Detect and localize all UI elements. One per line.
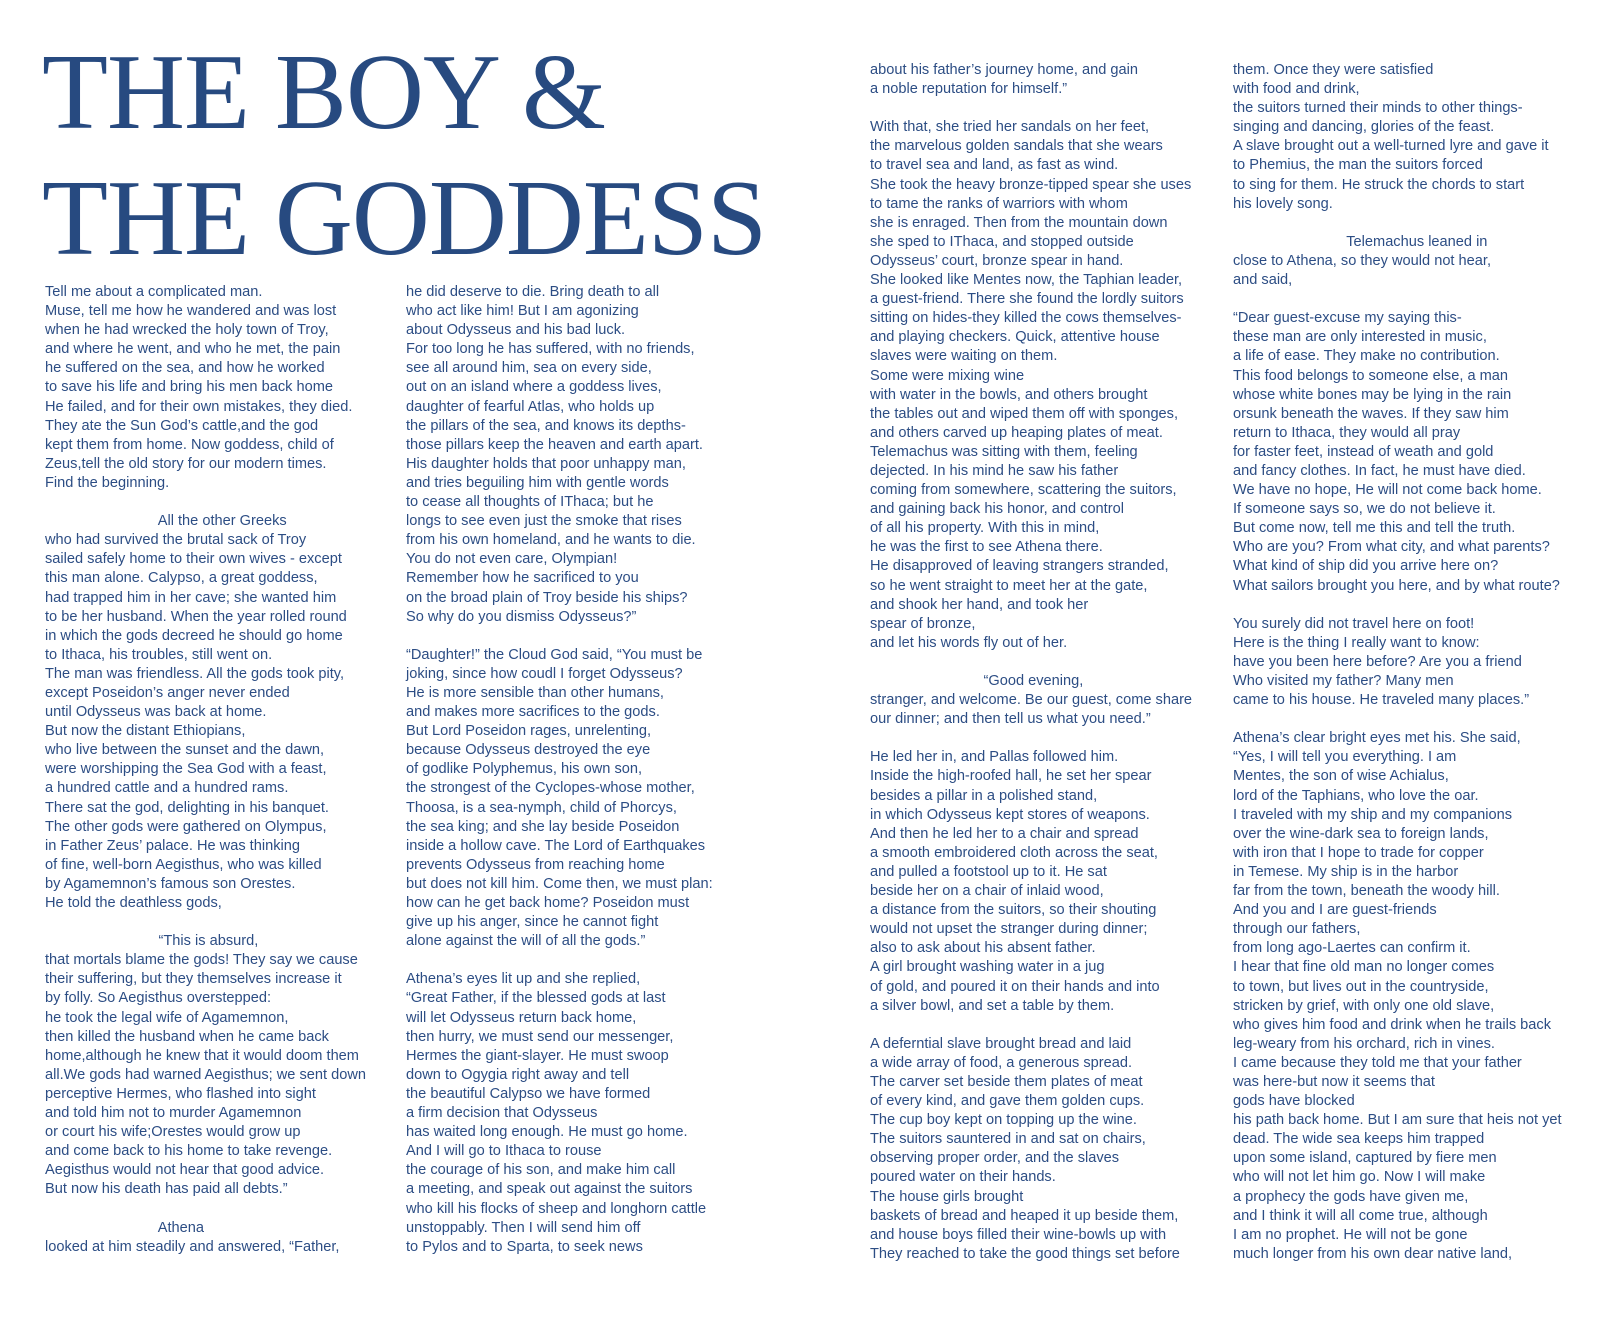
text-line: who had survived the brutal sack of Troy: [45, 532, 307, 549]
text-line: those pillars keep the heaven and earth apart.: [406, 436, 703, 453]
text-line: this man alone. Calypso, a great goddess,: [45, 570, 318, 587]
text-line: with water in the bowls, and others brought: [870, 386, 1148, 403]
text-line: A slave brought out a well-turned lyre and gave it: [1233, 138, 1549, 155]
text-line: He told the deathless gods,: [45, 895, 222, 911]
text-column-1: [45, 283, 390, 1257]
text-line: Thoosa, is a sea-nymph, child of Phorcys,: [406, 799, 677, 816]
text-line: and tries beguiling him with gentle words: [406, 474, 669, 491]
text-line: return to Ithaca, they would all pray: [1233, 424, 1461, 441]
text-line: Zeus,tell the old story for our modern times.: [45, 455, 327, 472]
text-line: to tame the ranks of warriors with whom: [870, 195, 1128, 212]
text-line: Here is the thing I really want to know:: [1233, 634, 1480, 651]
text-line: on the broad plain of Troy beside his ships?: [406, 589, 688, 606]
text-line: out on an island where a goddess lives,: [406, 379, 662, 396]
text-line: kept them from home. Now goddess, child of: [45, 436, 334, 453]
text-line: Mentes, the son of wise Achialus,: [1233, 768, 1449, 785]
text-line: Remember how he sacrificed to you: [406, 570, 639, 587]
text-line: will let Odysseus return back home,: [406, 1009, 637, 1026]
text-line: [870, 653, 1215, 672]
text-line: but does not kill him. Come then, we must plan:: [406, 875, 713, 892]
text-line: a life of ease. They make no contribution.: [1233, 348, 1500, 365]
text-line: has waited long enough. He must go home.: [406, 1124, 688, 1141]
text-line: except Poseidon’s anger never ended: [45, 684, 290, 701]
text-line: beside her on a chair of inlaid wood,: [870, 883, 1104, 900]
text-line: Athena: [45, 1219, 204, 1236]
text-line: He is more sensible than other humans,: [406, 684, 664, 701]
text-line: I am no prophet. He will not be gone: [1233, 1226, 1468, 1243]
text-line: much longer from his own dear native land,: [1233, 1245, 1513, 1262]
page-title: [42, 30, 766, 282]
text-line: Inside the high-roofed hall, he set her spear: [870, 768, 1152, 785]
title-line-2: THE GODDESS: [42, 159, 767, 278]
text-line: Who are you? From what city, and what parents?: [1233, 539, 1550, 556]
text-line: them. Once they were satisfied: [1233, 62, 1434, 78]
text-line: because Odysseus destroyed the eye: [406, 742, 651, 759]
text-line: There sat the god, delighting in his banquet.: [45, 799, 329, 816]
text-line: who gives him food and drink when he trails back: [1233, 1016, 1551, 1033]
text-line: prevents Odysseus from reaching home: [406, 856, 665, 873]
text-line: in Father Zeus’ palace. He was thinking: [45, 837, 300, 854]
text-line: for faster feet, instead of weath and gold: [1233, 443, 1494, 460]
text-line: All the other Greeks: [45, 513, 287, 530]
text-line: the tables out and wiped them off with sponges,: [870, 405, 1179, 422]
text-line: their suffering, but they themselves increase it: [45, 971, 342, 988]
text-line: the suitors turned their minds to other things-: [1233, 100, 1523, 117]
text-line: His daughter holds that poor unhappy man,: [406, 455, 686, 472]
text-line: a smooth embroidered cloth across the seat,: [870, 844, 1158, 861]
text-line: You do not even care, Olympian!: [406, 551, 618, 568]
text-line: I hear that fine old man no longer comes: [1233, 959, 1495, 976]
text-line: he did deserve to die. Bring death to all: [406, 284, 660, 300]
text-line: to Ithaca, his troubles, still went on.: [45, 646, 273, 663]
text-line: I came because they told me that your father: [1233, 1054, 1522, 1071]
text-line: [406, 627, 751, 646]
text-line: Who visited my father? Many men: [1233, 673, 1454, 689]
text-line: What sailors brought you here, and by what route?: [1233, 577, 1560, 594]
text-line: and shook her hand, and took her: [870, 596, 1089, 613]
text-line: and house boys filled their wine-bowls up with: [870, 1226, 1167, 1243]
title-line-1: THE BOY &: [42, 33, 605, 152]
text-line: “Daughter!” the Cloud God said, “You must be: [406, 646, 703, 663]
text-line: looked at him steadily and answered, “Father,: [45, 1238, 340, 1255]
text-line: all.We gods had warned Aegisthus; we sent down: [45, 1066, 366, 1083]
text-line: “Yes, I will tell you everything. I am: [1233, 749, 1457, 766]
text-line: sitting on hides-they killed the cows themselves-: [870, 310, 1182, 327]
text-line: with food and drink,: [1233, 81, 1360, 98]
text-line: came to his house. He traveled many places.”: [1233, 692, 1530, 709]
text-line: and come back to his home to take revenge.: [45, 1143, 333, 1160]
text-line: sailed safely home to their own wives - except: [45, 551, 342, 568]
text-line: these man are only interested in music,: [1233, 329, 1487, 346]
text-line: see all around him, sea on every side,: [406, 360, 652, 377]
text-line: through our fathers,: [1233, 921, 1361, 938]
text-line: close to Athena, so they would not hear,: [1233, 252, 1491, 269]
text-line: This food belongs to someone else, a man: [1233, 367, 1509, 384]
text-line: who act like him! But I am agonizing: [406, 303, 639, 320]
text-line: when he had wrecked the holy town of Troy,: [45, 322, 329, 339]
text-line: and let his words fly out of her.: [870, 634, 1068, 651]
text-line: The cup boy kept on topping up the wine.: [870, 1112, 1137, 1129]
text-line: to be her husband. When the year rolled round: [45, 608, 347, 625]
text-line: [1233, 710, 1578, 729]
text-line: of every kind, and gave them golden cups.: [870, 1093, 1145, 1110]
text-line: she sped to IThaca, and stopped outside: [870, 233, 1134, 250]
text-line: But now his death has paid all debts.”: [45, 1181, 288, 1198]
text-line: far from the town, beneath the woody hill.: [1233, 883, 1500, 900]
text-line: to Pylos and to Sparta, to seek news: [406, 1238, 643, 1255]
text-line: poured water on their hands.: [870, 1169, 1056, 1186]
text-line: and playing checkers. Quick, attentive house: [870, 329, 1160, 346]
text-line: was here-but now it seems that: [1233, 1073, 1435, 1090]
text-line: The carver set beside them plates of meat: [870, 1073, 1143, 1090]
text-line: Athena’s eyes lit up and she replied,: [406, 971, 641, 988]
text-line: A deferntial slave brought bread and laid: [870, 1035, 1132, 1052]
text-line: leg-weary from his orchard, rich in vines.: [1233, 1035, 1495, 1052]
text-line: that mortals blame the gods! They say we cause: [45, 952, 358, 969]
text-line: I traveled with my ship and my companions: [1233, 806, 1513, 823]
text-line: “Good evening,: [870, 673, 1084, 689]
text-line: For too long he has suffered, with no friends,: [406, 341, 695, 358]
text-line: in which Odysseus kept stores of weapons.: [870, 806, 1150, 823]
text-line: [1233, 290, 1578, 309]
text-line: about his father’s journey home, and gain: [870, 62, 1139, 78]
text-line: had trapped him in her cave; she wanted him: [45, 589, 337, 606]
text-line: the strongest of the Cyclopes-whose mother,: [406, 780, 695, 797]
text-line: gods have blocked: [1233, 1093, 1355, 1110]
text-line: [406, 951, 751, 970]
text-line: And I will go to Ithaca to rouse: [406, 1143, 602, 1160]
text-line: [870, 99, 1215, 118]
text-line: then hurry, we must send our messenger,: [406, 1028, 674, 1045]
text-line: [870, 729, 1215, 748]
text-line: home,although he knew that it would doom them: [45, 1047, 359, 1064]
text-line: and gaining back his honor, and control: [870, 501, 1124, 518]
text-line: So why do you dismiss Odysseus?”: [406, 608, 637, 625]
text-line: he was the first to see Athena there.: [870, 539, 1103, 556]
text-line: who live between the sunset and the dawn,: [45, 742, 325, 759]
text-line: in Temese. My ship is in the harbor: [1233, 863, 1459, 880]
text-line: If someone says so, we do not believe it.: [1233, 501, 1496, 518]
text-line: from his own homeland, and he wants to die.: [406, 532, 696, 549]
text-line: and makes more sacrifices to the gods.: [406, 704, 660, 721]
text-line: a firm decision that Odysseus: [406, 1105, 598, 1122]
text-line: to cease all thoughts of IThaca; but he: [406, 494, 654, 511]
text-line: and where he went, and who he met, the pain: [45, 341, 341, 358]
text-line: Muse, tell me how he wandered and was lost: [45, 303, 337, 320]
text-line: so he went straight to meet her at the gate,: [870, 577, 1148, 594]
text-line: by Agamemnon’s famous son Orestes.: [45, 875, 296, 892]
text-line: down to Ogygia right away and tell: [406, 1066, 630, 1083]
text-line: stranger, and welcome. Be our guest, come share: [870, 692, 1193, 709]
text-line: with iron that I hope to trade for copper: [1233, 844, 1484, 861]
text-line: Telemachus leaned in: [1233, 233, 1488, 250]
text-line: Some were mixing wine: [870, 367, 1025, 384]
text-line: longs to see even just the smoke that rises: [406, 513, 682, 530]
text-line: who kill his flocks of sheep and longhorn cattle: [406, 1200, 707, 1217]
text-line: The other gods were gathered on Olympus,: [45, 818, 327, 835]
text-line: And then he led her to a chair and spread: [870, 825, 1139, 842]
text-line: to sing for them. He struck the chords to start: [1233, 176, 1525, 193]
text-line: a distance from the suitors, so their shouting: [870, 902, 1157, 919]
text-line: The man was friendless. All the gods took pity,: [45, 665, 345, 682]
text-line: how can he get back home? Poseidon must: [406, 895, 690, 911]
text-line: a meeting, and speak out against the suitors: [406, 1181, 693, 1198]
text-line: a prophecy the gods have given me,: [1233, 1188, 1469, 1205]
text-line: about Odysseus and his bad luck.: [406, 322, 626, 339]
text-line: Odysseus’ court, bronze spear in hand.: [870, 252, 1124, 269]
text-line: She took the heavy bronze-tipped spear she uses: [870, 176, 1192, 193]
text-line: until Odysseus was back at home.: [45, 704, 267, 721]
text-line: [45, 1200, 390, 1219]
text-line: The suitors sauntered in and sat on chairs,: [870, 1131, 1146, 1148]
text-line: the courage of his son, and make him call: [406, 1162, 676, 1179]
text-line: lord of the Taphians, who love the oar.: [1233, 787, 1479, 804]
text-line: besides a pillar in a polished stand,: [870, 787, 1098, 804]
text-line: Telemachus was sitting with them, feeling: [870, 443, 1138, 460]
text-line: [1233, 214, 1578, 233]
text-line: our dinner; and then tell us what you need.”: [870, 711, 1151, 728]
text-line: in which the gods decreed he should go home: [45, 627, 343, 644]
text-line: joking, since how coudl I forget Odysseus?: [406, 665, 683, 682]
text-line: alone against the will of all the gods.”: [406, 933, 646, 950]
text-line: by folly. So Aegisthus overstepped:: [45, 990, 272, 1007]
text-line: They reached to take the good things set before: [870, 1245, 1180, 1262]
text-line: who will not let him go. Now I will make: [1233, 1169, 1486, 1186]
text-line: to save his life and bring his men back home: [45, 379, 333, 396]
text-line: of all his property. With this in mind,: [870, 520, 1100, 537]
text-line: And you and I are guest-friends: [1233, 902, 1437, 919]
text-line: observing proper order, and the slaves: [870, 1150, 1120, 1167]
text-line: have you been here before? Are you a friend: [1233, 653, 1522, 670]
text-line: were worshipping the Sea God with a feast,: [45, 761, 327, 778]
text-line: of godlike Polyphemus, his own son,: [406, 761, 643, 778]
text-line: upon some island, captured by fiere men: [1233, 1150, 1497, 1167]
text-line: A girl brought washing water in a jug: [870, 959, 1105, 976]
text-line: and pulled a footstool up to it. He sat: [870, 863, 1107, 880]
text-line: to Phemius, the man the suitors forced: [1233, 157, 1483, 174]
text-line: and said,: [1233, 272, 1293, 289]
text-line: Tell me about a complicated man.: [45, 284, 263, 300]
text-line: “This is absurd,: [45, 933, 259, 950]
text-line: singing and dancing, glories of the feast.: [1233, 119, 1495, 136]
text-line: a guest-friend. There she found the lordly suitors: [870, 291, 1184, 308]
text-line: the sea king; and she lay beside Poseidon: [406, 818, 680, 835]
text-line: spear of bronze,: [870, 615, 976, 632]
text-line: dead. The wide sea keeps him trapped: [1233, 1131, 1485, 1148]
text-line: and others carved up heaping plates of meat.: [870, 424, 1163, 441]
text-line: would not upset the stranger during dinner;: [870, 921, 1148, 938]
text-line: give up his anger, since he cannot fight: [406, 914, 659, 931]
text-line: But Lord Poseidon rages, unrelenting,: [406, 723, 652, 740]
text-line: But now the distant Ethiopians,: [45, 723, 246, 740]
text-column-2: [406, 283, 751, 1257]
text-line: a wide array of food, a generous spread.: [870, 1054, 1133, 1071]
text-line: [1233, 596, 1578, 615]
text-line: We have no hope, He will not come back home.: [1233, 482, 1542, 499]
text-line: Find the beginning.: [45, 474, 170, 491]
text-line: the beautiful Calypso we have formed: [406, 1085, 651, 1102]
text-line: She looked like Mentes now, the Taphian leader,: [870, 272, 1183, 289]
text-line: of fine, well-born Aegisthus, who was killed: [45, 856, 322, 873]
text-line: or court his wife;Orestes would grow up: [45, 1124, 301, 1141]
text-line: and I think it will all come true, although: [1233, 1207, 1488, 1224]
text-line: then killed the husband when he came back: [45, 1028, 329, 1045]
text-line: [45, 913, 390, 932]
text-line: unstoppably. Then I will send him off: [406, 1219, 641, 1236]
text-line: the marvelous golden sandals that she wears: [870, 138, 1163, 155]
text-line: With that, she tried her sandals on her feet,: [870, 119, 1150, 136]
text-line: to travel sea and land, as fast as wind.: [870, 157, 1119, 174]
text-line: whose white bones may be lying in the rain: [1233, 386, 1512, 403]
text-column-3: [870, 61, 1215, 1264]
text-line: she is enraged. Then from the mountain down: [870, 214, 1168, 231]
text-line: and told him not to murder Agamemnon: [45, 1105, 302, 1122]
text-column-4: [1233, 61, 1578, 1264]
text-line: and fancy clothes. In fact, he must have died.: [1233, 462, 1526, 479]
text-line: He failed, and for their own mistakes, they died.: [45, 398, 353, 415]
text-line: [870, 1016, 1215, 1035]
text-line: He disapproved of leaving strangers stranded,: [870, 558, 1169, 575]
text-line: orsunk beneath the waves. If they saw him: [1233, 405, 1509, 422]
text-line: coming from somewhere, scattering the suitors,: [870, 482, 1177, 499]
text-line: he suffered on the sea, and how he worked: [45, 360, 325, 377]
text-line: to town, but lives out in the countryside,: [1233, 978, 1489, 995]
text-line: Athena’s clear bright eyes met his. She said,: [1233, 730, 1521, 747]
text-line: a silver bowl, and set a table by them.: [870, 997, 1115, 1014]
text-line: Aegisthus would not hear that good advice.: [45, 1162, 325, 1179]
text-line: slaves were waiting on them.: [870, 348, 1058, 365]
text-line: also to ask about his absent father.: [870, 940, 1096, 957]
text-line: “Dear guest-excuse my saying this-: [1233, 310, 1462, 327]
text-line: baskets of bread and heaped it up beside them,: [870, 1207, 1179, 1224]
text-line: But come now, tell me this and tell the truth.: [1233, 520, 1516, 537]
text-line: dejected. In his mind he saw his father: [870, 462, 1119, 479]
text-line: [45, 493, 390, 512]
text-line: daughter of fearful Atlas, who holds up: [406, 398, 655, 415]
text-line: the pillars of the sea, and knows its depths-: [406, 417, 686, 434]
text-line: You surely did not travel here on foot!: [1233, 615, 1475, 632]
text-line: from long ago-Laertes can confirm it.: [1233, 940, 1471, 957]
text-line: over the wine-dark sea to foreign lands,: [1233, 825, 1489, 842]
text-line: of gold, and poured it on their hands and into: [870, 978, 1160, 995]
text-line: Hermes the giant-slayer. He must swoop: [406, 1047, 669, 1064]
text-line: perceptive Hermes, who flashed into sight: [45, 1085, 316, 1102]
text-line: “Great Father, if the blessed gods at last: [406, 990, 666, 1007]
text-line: his lovely song.: [1233, 195, 1333, 212]
text-line: his path back home. But I am sure that heis not yet: [1233, 1112, 1562, 1129]
text-line: a noble reputation for himself.”: [870, 81, 1068, 98]
text-line: They ate the Sun God’s cattle,and the god: [45, 417, 319, 434]
text-line: a hundred cattle and a hundred rams.: [45, 780, 289, 797]
text-line: inside a hollow cave. The Lord of Earthquakes: [406, 837, 706, 854]
text-line: The house girls brought: [870, 1188, 1024, 1205]
text-line: What kind of ship did you arrive here on?: [1233, 558, 1499, 575]
text-line: stricken by grief, with only one old slave,: [1233, 997, 1495, 1014]
text-line: He led her in, and Pallas followed him.: [870, 749, 1119, 766]
text-line: he took the legal wife of Agamemnon,: [45, 1009, 289, 1026]
